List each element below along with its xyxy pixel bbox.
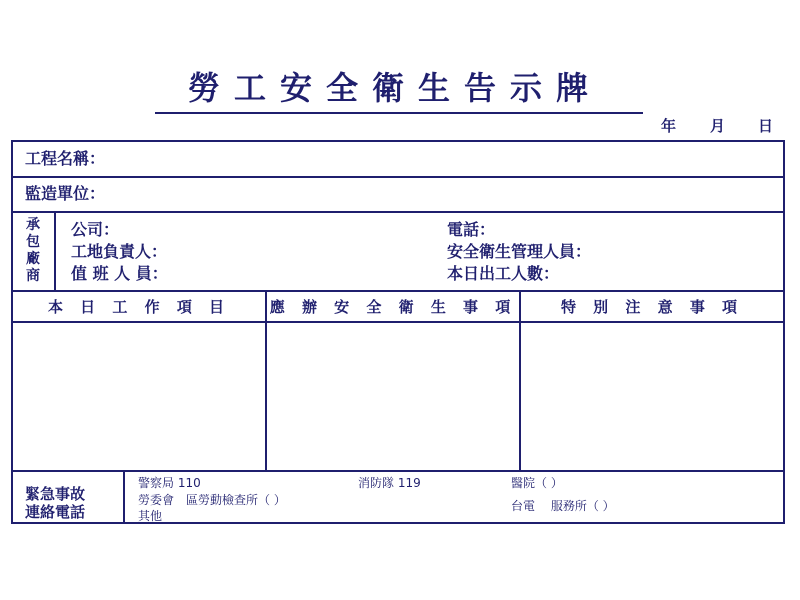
page-title: 勞工安全衛生告示牌 <box>187 69 602 107</box>
on-duty-label: 值 班 人 員： <box>71 264 168 283</box>
emergency-label <box>25 485 117 521</box>
divider <box>13 470 783 472</box>
title-underline <box>155 112 643 114</box>
contractor-label-char: 廠 <box>26 251 40 267</box>
column-header-safety-items: 應 辦 安 全 衛 生 事 項 <box>269 298 517 316</box>
supervisor-label: 監造單位： <box>25 184 106 203</box>
hospital-contact: 醫院（ ） <box>511 476 563 490</box>
company-label: 公司： <box>71 220 120 239</box>
divider <box>13 321 783 323</box>
notice-board <box>11 140 785 524</box>
divider <box>13 290 783 292</box>
date-year-label: 年 <box>661 117 677 135</box>
worker-count-label: 本日出工人數： <box>447 264 560 283</box>
phone-label: 電話： <box>447 220 496 239</box>
police-contact: 警察局 110 <box>138 476 201 490</box>
fire-contact: 消防隊 119 <box>358 476 421 490</box>
project-name-label: 工程名稱： <box>25 149 106 168</box>
date-day-label: 日 <box>758 117 774 135</box>
divider <box>123 471 125 524</box>
contractor-label-char: 承 <box>26 217 40 233</box>
divider <box>13 176 783 178</box>
emergency-label-line: 緊急事故 <box>25 485 86 503</box>
safety-manager-label: 安全衛生管理人員： <box>447 242 592 261</box>
column-header-work-items: 本 日 工 作 項 目 <box>47 298 231 316</box>
contractor-label <box>23 217 43 285</box>
contractor-label-char: 商 <box>26 268 40 284</box>
date-month-label: 月 <box>710 117 726 135</box>
site-manager-label: 工地負責人： <box>71 242 168 261</box>
column-header-special-notes: 特 別 注 意 事 項 <box>560 298 744 316</box>
other-contact: 其他 <box>138 509 163 523</box>
labor-inspection-contact: 勞委會 區勞動檢查所（ ） <box>138 493 286 507</box>
contractor-label-char: 包 <box>26 234 40 250</box>
divider <box>54 212 56 291</box>
divider <box>13 211 783 213</box>
power-company-contact: 台電 服務所（ ） <box>511 499 615 513</box>
emergency-label-line: 連絡電話 <box>25 503 86 521</box>
